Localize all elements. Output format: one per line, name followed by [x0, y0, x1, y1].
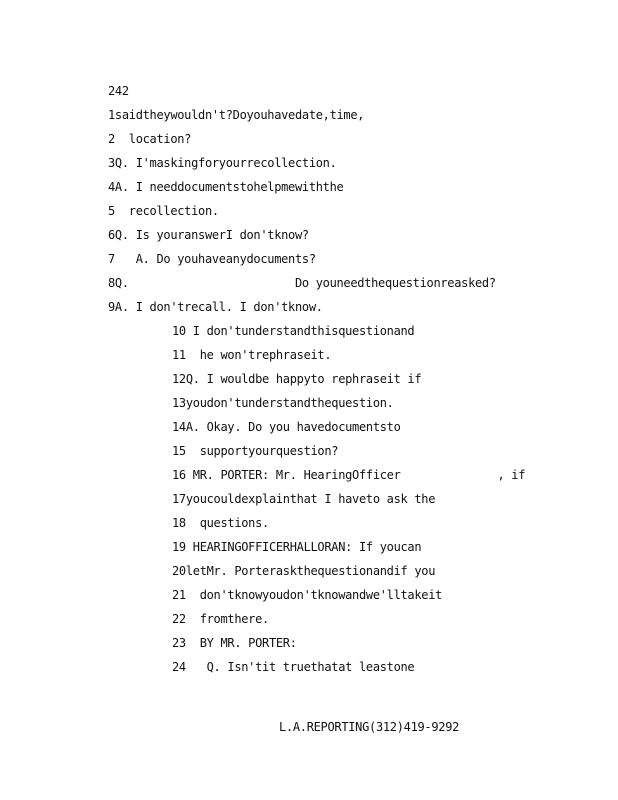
- transcript-line-22: 22 fromthere.: [172, 612, 269, 626]
- transcript-line-4: 4A. I needdocumentstohelpmewiththe: [108, 180, 344, 194]
- transcript-line-5: 5 recollection.: [108, 204, 219, 218]
- transcript-line-20: 20letMr. Porteraskthequestionandif you: [172, 564, 436, 578]
- transcript-line-9: 9A. I don'trecall. I don'tknow.: [108, 300, 323, 314]
- transcript-line-8: 8Q. Do youneedthequestionreasked?: [108, 276, 496, 290]
- transcript-line-1: 1saidtheywouldn't?Doyouhavedate,time,: [108, 108, 365, 122]
- transcript-line-11: 11 he won'trephraseit.: [172, 348, 332, 362]
- transcript-line-7: 7 A. Do youhaveanydocuments?: [108, 252, 316, 266]
- transcript-line-12: 12Q. I wouldbe happyto rephraseit if: [172, 372, 422, 386]
- reporter-footer: L.A.REPORTING(312)419-9292: [279, 720, 460, 734]
- transcript-line-10: 10 I don'tunderstandthisquestionand: [172, 324, 415, 338]
- transcript-line-21: 21 don'tknowyoudon'tknowandwe'lltakeit: [172, 588, 443, 602]
- transcript-line-18: 18 questions.: [172, 516, 269, 530]
- transcript-line-23: 23 BY MR. PORTER:: [172, 636, 297, 650]
- transcript-line-24: 24 Q. Isn'tit truethatat leastone: [172, 660, 415, 674]
- transcript-line-17: 17youcouldexplainthat I haveto ask the: [172, 492, 436, 506]
- transcript-line-14: 14A. Okay. Do you havedocumentsto: [172, 420, 401, 434]
- transcript-line-19: 19 HEARINGOFFICERHALLORAN: If youcan: [172, 540, 422, 554]
- transcript-line-15: 15 supportyourquestion?: [172, 444, 339, 458]
- transcript-line-3: 3Q. I'maskingforyourrecollection.: [108, 156, 337, 170]
- transcript-line-6: 6Q. Is youranswerI don'tknow?: [108, 228, 309, 242]
- page-number: 242: [108, 84, 129, 98]
- transcript-line-2: 2 location?: [108, 132, 192, 146]
- transcript-line-16: 16 MR. PORTER: Mr. HearingOfficer , if: [172, 468, 526, 482]
- transcript-line-13: 13youdon'tunderstandthequestion.: [172, 396, 394, 410]
